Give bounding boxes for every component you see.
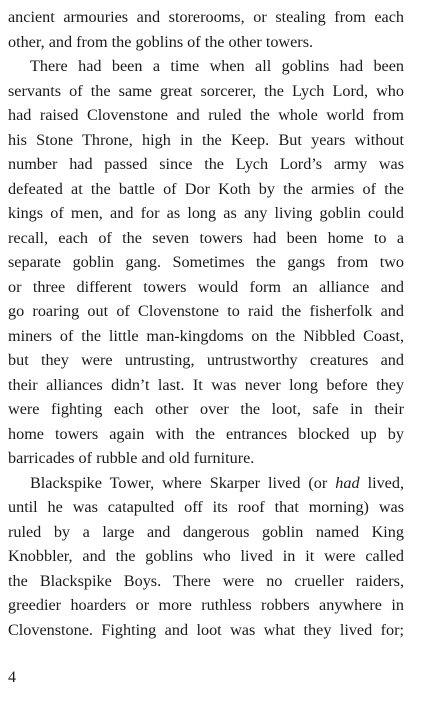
text-line: had raised Clovenstone and ruled the whole world from — [8, 106, 404, 124]
text-line: until he was catapulted off its roof that morning) was — [8, 498, 404, 516]
text-line: barricades of rubble and old furniture. — [8, 449, 255, 467]
text-line: were fighting each other over the loot, safe in their — [8, 400, 404, 418]
text-line: kings of men, and for as long as any living goblin could — [8, 204, 404, 222]
text-line: servants of the same great sorcerer, the Lych Lord, who — [8, 81, 404, 100]
text-line: home towers again with the entrances blocked up by — [8, 424, 404, 443]
paragraph-2 — [8, 54, 404, 471]
text-line: ancient armouries and storerooms, or stealing from each — [8, 8, 404, 26]
text-line: number had passed since the Lych Lord’s army was — [8, 155, 404, 173]
text-line: Blackspike Tower, where Skarper lived (or had lived, — [30, 473, 404, 492]
body-text — [8, 5, 404, 642]
text-line: Knobbler, and the goblins who lived in it were called — [8, 547, 404, 565]
text-line: their alliances didn’t last. It was never long before they — [8, 375, 404, 394]
text-line: other, and from the goblins of the other towers. — [8, 32, 314, 51]
text-line: the Blackspike Boys. There were no crueller raiders, — [8, 571, 404, 590]
text-line: his Stone Throne, high in the Keep. But years without — [8, 130, 404, 149]
paragraph-1 — [8, 5, 404, 54]
page-number: 4 — [8, 669, 16, 686]
text-line: or three different towers would form an alliance and — [8, 277, 404, 296]
text-line: separate goblin gang. Sometimes the gangs from two — [8, 253, 404, 271]
paragraph-3 — [8, 471, 404, 643]
text-line: defeated at the battle of Dor Koth by the armies of the — [8, 179, 404, 198]
text-line: There had been a time when all goblins had been — [30, 57, 404, 75]
text-line: greedier hoarders or more ruthless robbers anywhere in — [8, 596, 404, 614]
text-line: recall, each of the seven towers had been home to a — [8, 228, 404, 247]
text-line: ruled by a large and dangerous goblin named King — [8, 522, 404, 541]
text-line: go roaring out of Clovenstone to raid the fisherfolk and — [8, 302, 404, 320]
text-line: Clovenstone. Fighting and loot was what they lived for; — [8, 620, 404, 639]
text-line: miners of the little man-kingdoms on the Nibbled Coast, — [8, 326, 404, 345]
text-line: but they were untrusting, untrustworthy creatures and — [8, 351, 404, 369]
